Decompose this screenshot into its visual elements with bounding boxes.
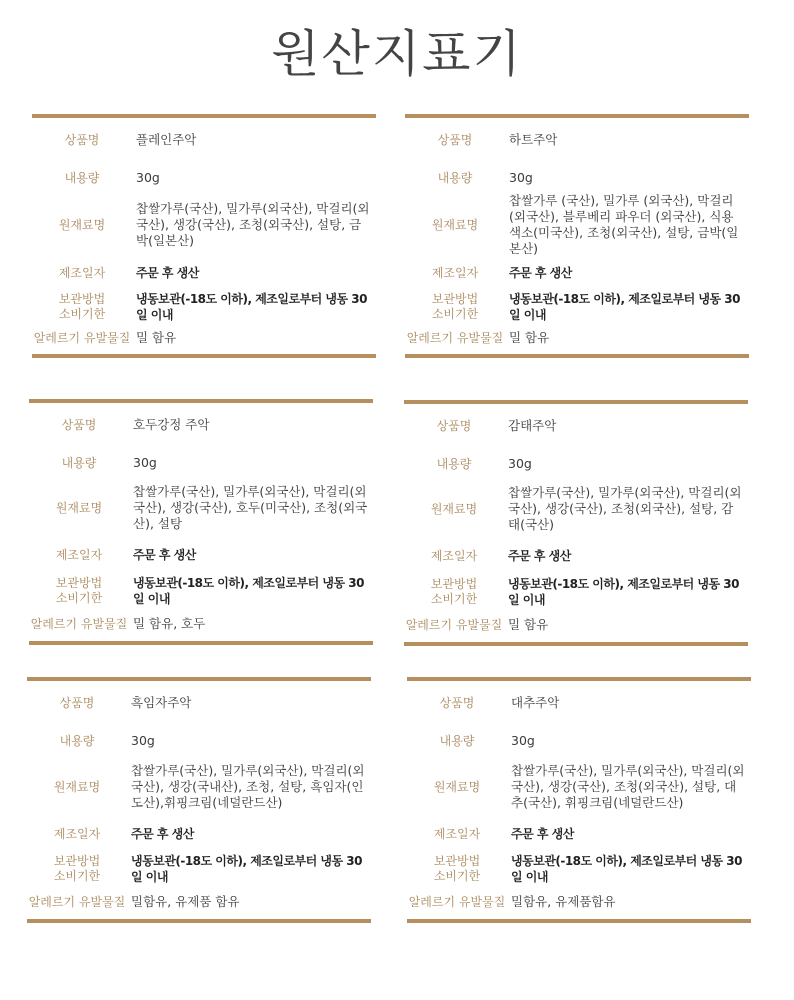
- label-storage: [32, 292, 132, 322]
- card-bottom-rule: [27, 919, 371, 923]
- label-mfg-date: 제조일자: [430, 548, 478, 563]
- product-storage: 냉동보관(-18도 이하), 제조일로부터 냉동 30일 이내: [509, 292, 740, 322]
- label-mfg-date: 제조일자: [55, 547, 103, 562]
- product-allergy: 밀 함유: [136, 330, 177, 345]
- product-mfg-date: 주문 후 생산: [136, 266, 199, 280]
- product-volume: 30g: [509, 170, 533, 185]
- product-mfg-date: 주문 후 생산: [133, 548, 196, 562]
- label-allergy: 알레르기 유발물질: [406, 330, 504, 345]
- product-name: 흑임자주악: [131, 695, 192, 710]
- product-storage: 냉동보관(-18도 이하), 제조일로부터 냉동 30일 이내: [131, 854, 362, 884]
- product-allergy: 밀 함유: [509, 330, 550, 345]
- label-storage: [405, 292, 505, 322]
- label-volume: 내용량: [437, 170, 473, 185]
- product-mfg-date: 주문 후 생산: [508, 549, 571, 563]
- product-card-jujube: [407, 677, 751, 923]
- label-allergy: 알레르기 유발물질: [28, 894, 126, 909]
- label-storage-line2: 소비기한: [58, 307, 106, 321]
- label-allergy: 알레르기 유발물질: [408, 894, 506, 909]
- label-ingredients: 원재료명: [53, 779, 101, 794]
- product-storage: 냉동보관(-18도 이하), 제조일로부터 냉동 30일 이내: [508, 577, 739, 607]
- product-allergy: 밀 함유: [508, 617, 549, 632]
- label-volume: 내용량: [59, 733, 95, 748]
- label-ingredients: 원재료명: [58, 217, 106, 232]
- label-ingredients: 원재료명: [55, 500, 103, 515]
- label-allergy: 알레르기 유발물질: [30, 616, 128, 631]
- label-ingredients: 원재료명: [431, 217, 479, 232]
- label-storage-line1: 보관방법: [55, 576, 103, 590]
- product-card-heart: [405, 114, 749, 358]
- label-ingredients: 원재료명: [433, 779, 481, 794]
- label-allergy: 알레르기 유발물질: [405, 617, 503, 632]
- label-storage-line2: 소비기한: [53, 869, 101, 883]
- product-ingredients: 찹쌀가루(국산), 밀가루(외국산), 막걸리(외국산), 생강(국산), 조청(외국산), 설탕, 금박(일본산): [136, 201, 370, 248]
- label-product-name: 상품명: [439, 695, 475, 710]
- label-mfg-date: 제조일자: [58, 265, 106, 280]
- label-volume: 내용량: [439, 733, 475, 748]
- label-allergy: 알레르기 유발물질: [33, 330, 131, 345]
- product-card-black-sesame: [27, 677, 371, 923]
- card-bottom-rule: [405, 354, 749, 358]
- label-storage-line2: 소비기한: [433, 869, 481, 883]
- label-storage: [29, 576, 129, 606]
- product-volume: 30g: [133, 455, 157, 470]
- product-card-walnut: [29, 399, 373, 645]
- product-allergy: 밀함유, 유제품 함유: [131, 894, 240, 909]
- product-card-plain: [32, 114, 376, 358]
- product-name: 호두강정 주악: [133, 417, 210, 432]
- label-storage: [404, 577, 504, 607]
- product-name: 하트주악: [509, 132, 558, 147]
- label-mfg-date: 제조일자: [53, 826, 101, 841]
- product-storage: 냉동보관(-18도 이하), 제조일로부터 냉동 30일 이내: [511, 854, 742, 884]
- product-allergy: 밀함유, 유제품함유: [511, 894, 616, 909]
- label-storage-line1: 보관방법: [58, 292, 106, 306]
- product-allergy: 밀 함유, 호두: [133, 616, 206, 631]
- label-storage-line2: 소비기한: [55, 591, 103, 605]
- label-product-name: 상품명: [64, 132, 100, 147]
- page-title: 원산지표기: [271, 25, 523, 83]
- product-name: 플레인주악: [136, 132, 197, 147]
- product-mfg-date: 주문 후 생산: [511, 827, 574, 841]
- product-name: 감태주악: [508, 418, 557, 433]
- label-storage-line2: 소비기한: [430, 592, 478, 606]
- product-ingredients: 찹쌀가루(국산), 밀가루(외국산), 막걸리(외국산), 생강(국산), 조청(외국산), 설탕, 대추(국산), 휘핑크림(네덜란드산): [511, 763, 745, 810]
- label-product-name: 상품명: [437, 132, 473, 147]
- label-product-name: 상품명: [436, 418, 472, 433]
- product-ingredients: 찹쌀가루(국산), 밀가루(외국산), 막걸리(외국산), 생강(국산), 조청(외국산), 설탕, 감태(국산): [508, 485, 742, 532]
- product-mfg-date: 주문 후 생산: [509, 266, 572, 280]
- product-ingredients: 찹쌀가루(국산), 밀가루(외국산), 막걸리(외국산), 생강(국산), 호두(미국산), 조청(외국산), 설탕: [133, 484, 368, 531]
- product-card-gamtae: [404, 400, 748, 646]
- label-volume: 내용량: [61, 455, 97, 470]
- product-mfg-date: 주문 후 생산: [131, 827, 194, 841]
- card-bottom-rule: [29, 641, 373, 645]
- label-mfg-date: 제조일자: [433, 826, 481, 841]
- product-volume: 30g: [136, 170, 160, 185]
- label-storage: [27, 854, 127, 884]
- label-storage-line1: 보관방법: [53, 854, 101, 868]
- label-product-name: 상품명: [61, 417, 97, 432]
- product-storage: 냉동보관(-18도 이하), 제조일로부터 냉동 30일 이내: [136, 292, 367, 322]
- label-mfg-date: 제조일자: [431, 265, 479, 280]
- product-volume: 30g: [511, 733, 535, 748]
- product-volume: 30g: [131, 733, 155, 748]
- label-volume: 내용량: [436, 456, 472, 471]
- product-ingredients: 찹쌀가루(국산), 밀가루(외국산), 막걸리(외국산), 생강(국내산), 조청, 설탕, 흑임자(인도산),휘핑크림(네덜란드산): [131, 763, 365, 810]
- label-ingredients: 원재료명: [430, 501, 478, 516]
- label-volume: 내용량: [64, 170, 100, 185]
- card-bottom-rule: [32, 354, 376, 358]
- label-product-name: 상품명: [59, 695, 95, 710]
- label-storage: [407, 854, 507, 884]
- product-storage: 냉동보관(-18도 이하), 제조일로부터 냉동 30일 이내: [133, 576, 364, 606]
- card-bottom-rule: [404, 642, 748, 646]
- product-name: 대추주악: [511, 695, 560, 710]
- card-bottom-rule: [407, 919, 751, 923]
- label-storage-line1: 보관방법: [430, 577, 478, 591]
- label-storage-line1: 보관방법: [433, 854, 481, 868]
- label-storage-line2: 소비기한: [431, 307, 479, 321]
- product-ingredients: 찹쌀가루 (국산), 밀가루 (외국산), 막걸리 (외국산), 블루베리 파우더 (외국산), 식용 색소(미국산), 조청(외국산), 설탕, 금박(일본산): [509, 193, 739, 256]
- label-storage-line1: 보관방법: [431, 292, 479, 306]
- product-volume: 30g: [508, 456, 532, 471]
